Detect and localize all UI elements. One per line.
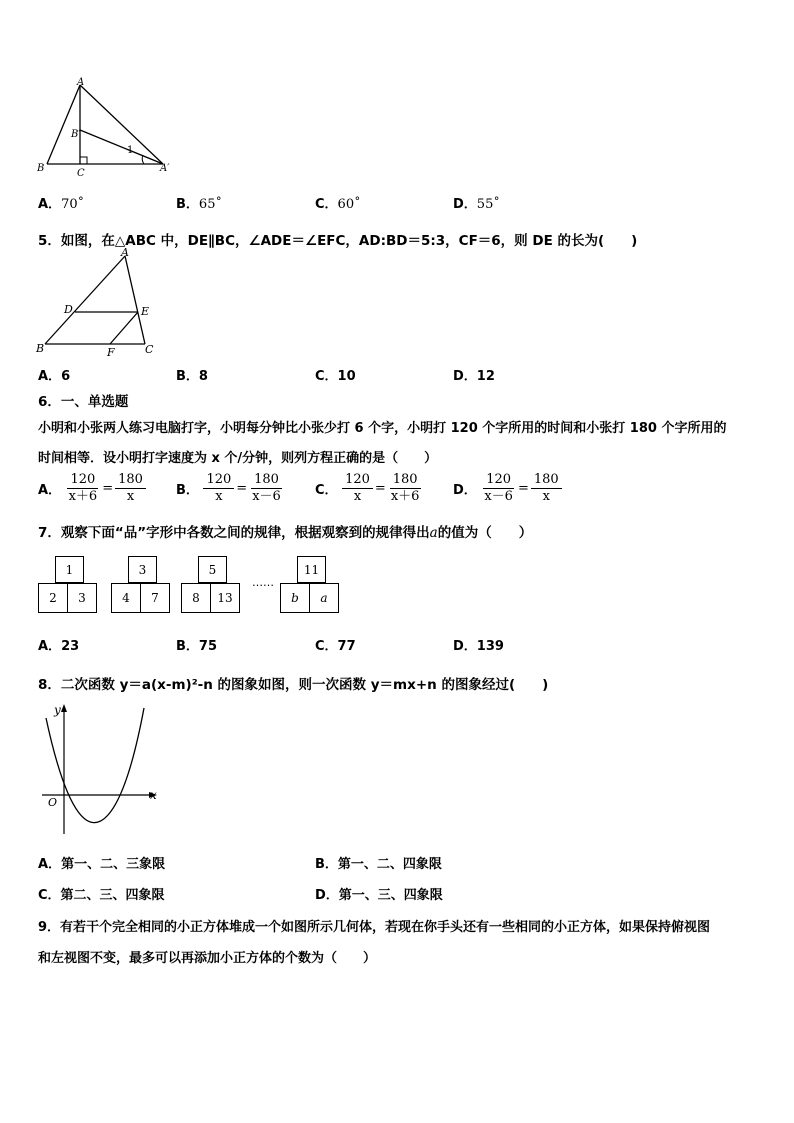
q5-label-e: E [141, 305, 150, 318]
q7-box-top: 5 [198, 556, 227, 583]
q6-header: 6．一、单选题 [38, 394, 129, 410]
q5-triangle-figure [35, 248, 165, 358]
q5-label-b: B [36, 342, 45, 355]
q8-axis-y: y [54, 703, 61, 717]
q4-option-a: A．70˚ [38, 197, 85, 212]
q7-box-left: 8 [181, 583, 211, 613]
q7-box-right: 3 [67, 583, 97, 613]
q8-option-d: D．第一、三、四象限 [315, 888, 443, 903]
q9-line1: 9．有若干个完全相同的小正方体堆成一个如图所示几何体，若现在你手头还有一些相同的小正方体，如果保持俯视图 [38, 920, 711, 935]
q6-option-c: C． $\frac{120}{x}$ = $\frac{180}{x+6}$ [315, 472, 420, 504]
q5-label-a: A [121, 248, 129, 259]
q7-box-left: 2 [38, 583, 68, 613]
q5-question: 5．如图，在△ABC 中，DE∥BC，∠ADE＝∠EFC，AD:BD＝5:3，CF＝6，则 DE 的长为( ) [38, 233, 638, 249]
q7-box-left: b [280, 583, 310, 613]
q8-option-a: A．第一、二、三象限 [38, 857, 166, 872]
q8-axis-x: x [150, 788, 157, 802]
q4-option-b: B．65˚ [176, 197, 222, 212]
q7-box-right: a [309, 583, 339, 613]
q4-option-c: C．60˚ [315, 197, 361, 212]
q5-label-d: D [64, 303, 73, 316]
q5-option-d: D．12 [453, 369, 495, 384]
q4-label-c: C [77, 168, 85, 179]
q4-label-ap: A′ [160, 163, 170, 174]
q8-question: 8．二次函数 y＝a(x-m)²-n 的图象如图，则一次函数 y＝mx+n 的图象经过( ) [38, 677, 549, 693]
q7-option-c: C．77 [315, 639, 356, 654]
q4-triangle-figure [35, 75, 185, 180]
q7-box-right: 7 [140, 583, 170, 613]
q6-option-a: A． $\frac{120}{x+6}$ = $\frac{180}{x}$ [38, 472, 146, 505]
q4-label-bp: B′ [71, 129, 81, 140]
q6-option-d: D． $\frac{120}{x-6}$ = $\frac{180}{x}$ [453, 472, 562, 505]
q8-axis-origin: O [48, 796, 58, 809]
q7-box-top: 11 [297, 556, 326, 583]
q7-box-top: 1 [55, 556, 84, 583]
q4-label-1: 1 [127, 145, 134, 156]
q7-option-a: A．23 [38, 639, 80, 654]
q8-option-c: C．第二、三、四象限 [38, 888, 165, 903]
q7-box-left: 4 [111, 583, 141, 613]
q4-label-a: A [77, 77, 85, 88]
q7-question: 7．观察下面“品”字形中各数之间的规律，根据观察到的规律得出a的值为（ ） [38, 525, 533, 541]
q7-box-right: 13 [210, 583, 240, 613]
q6-option-b: B． $\frac{120}{x}$ = $\frac{180}{x-6}$ [176, 472, 281, 504]
q5-label-f: F [107, 346, 115, 358]
q8-option-b: B．第一、二、四象限 [315, 857, 442, 872]
q9-line2: 和左视图不变，最多可以再添加小正方体的个数为（ ） [38, 951, 377, 966]
q7-option-d: D．139 [453, 639, 504, 654]
q4-option-d: D．55˚ [453, 197, 500, 212]
q7-ellipsis: …… [252, 576, 274, 589]
q4-label-b: B [37, 163, 45, 174]
q5-option-c: C．10 [315, 369, 356, 384]
q6-line2: 时间相等．设小明打字速度为 x 个/分钟，则列方程正确的是（ ） [38, 451, 438, 466]
q6-line1: 小明和小张两人练习电脑打字，小明每分钟比小张少打 6 个字，小明打 120 个字所用的时间和小张打 180 个字所用的 [38, 421, 727, 436]
q7-box-top: 3 [128, 556, 157, 583]
q5-option-a: A．6 [38, 369, 71, 384]
q5-label-c: C [145, 343, 154, 356]
q5-option-b: B．8 [176, 369, 208, 384]
q8-parabola-graph [38, 700, 163, 840]
q7-option-b: B．75 [176, 639, 218, 654]
